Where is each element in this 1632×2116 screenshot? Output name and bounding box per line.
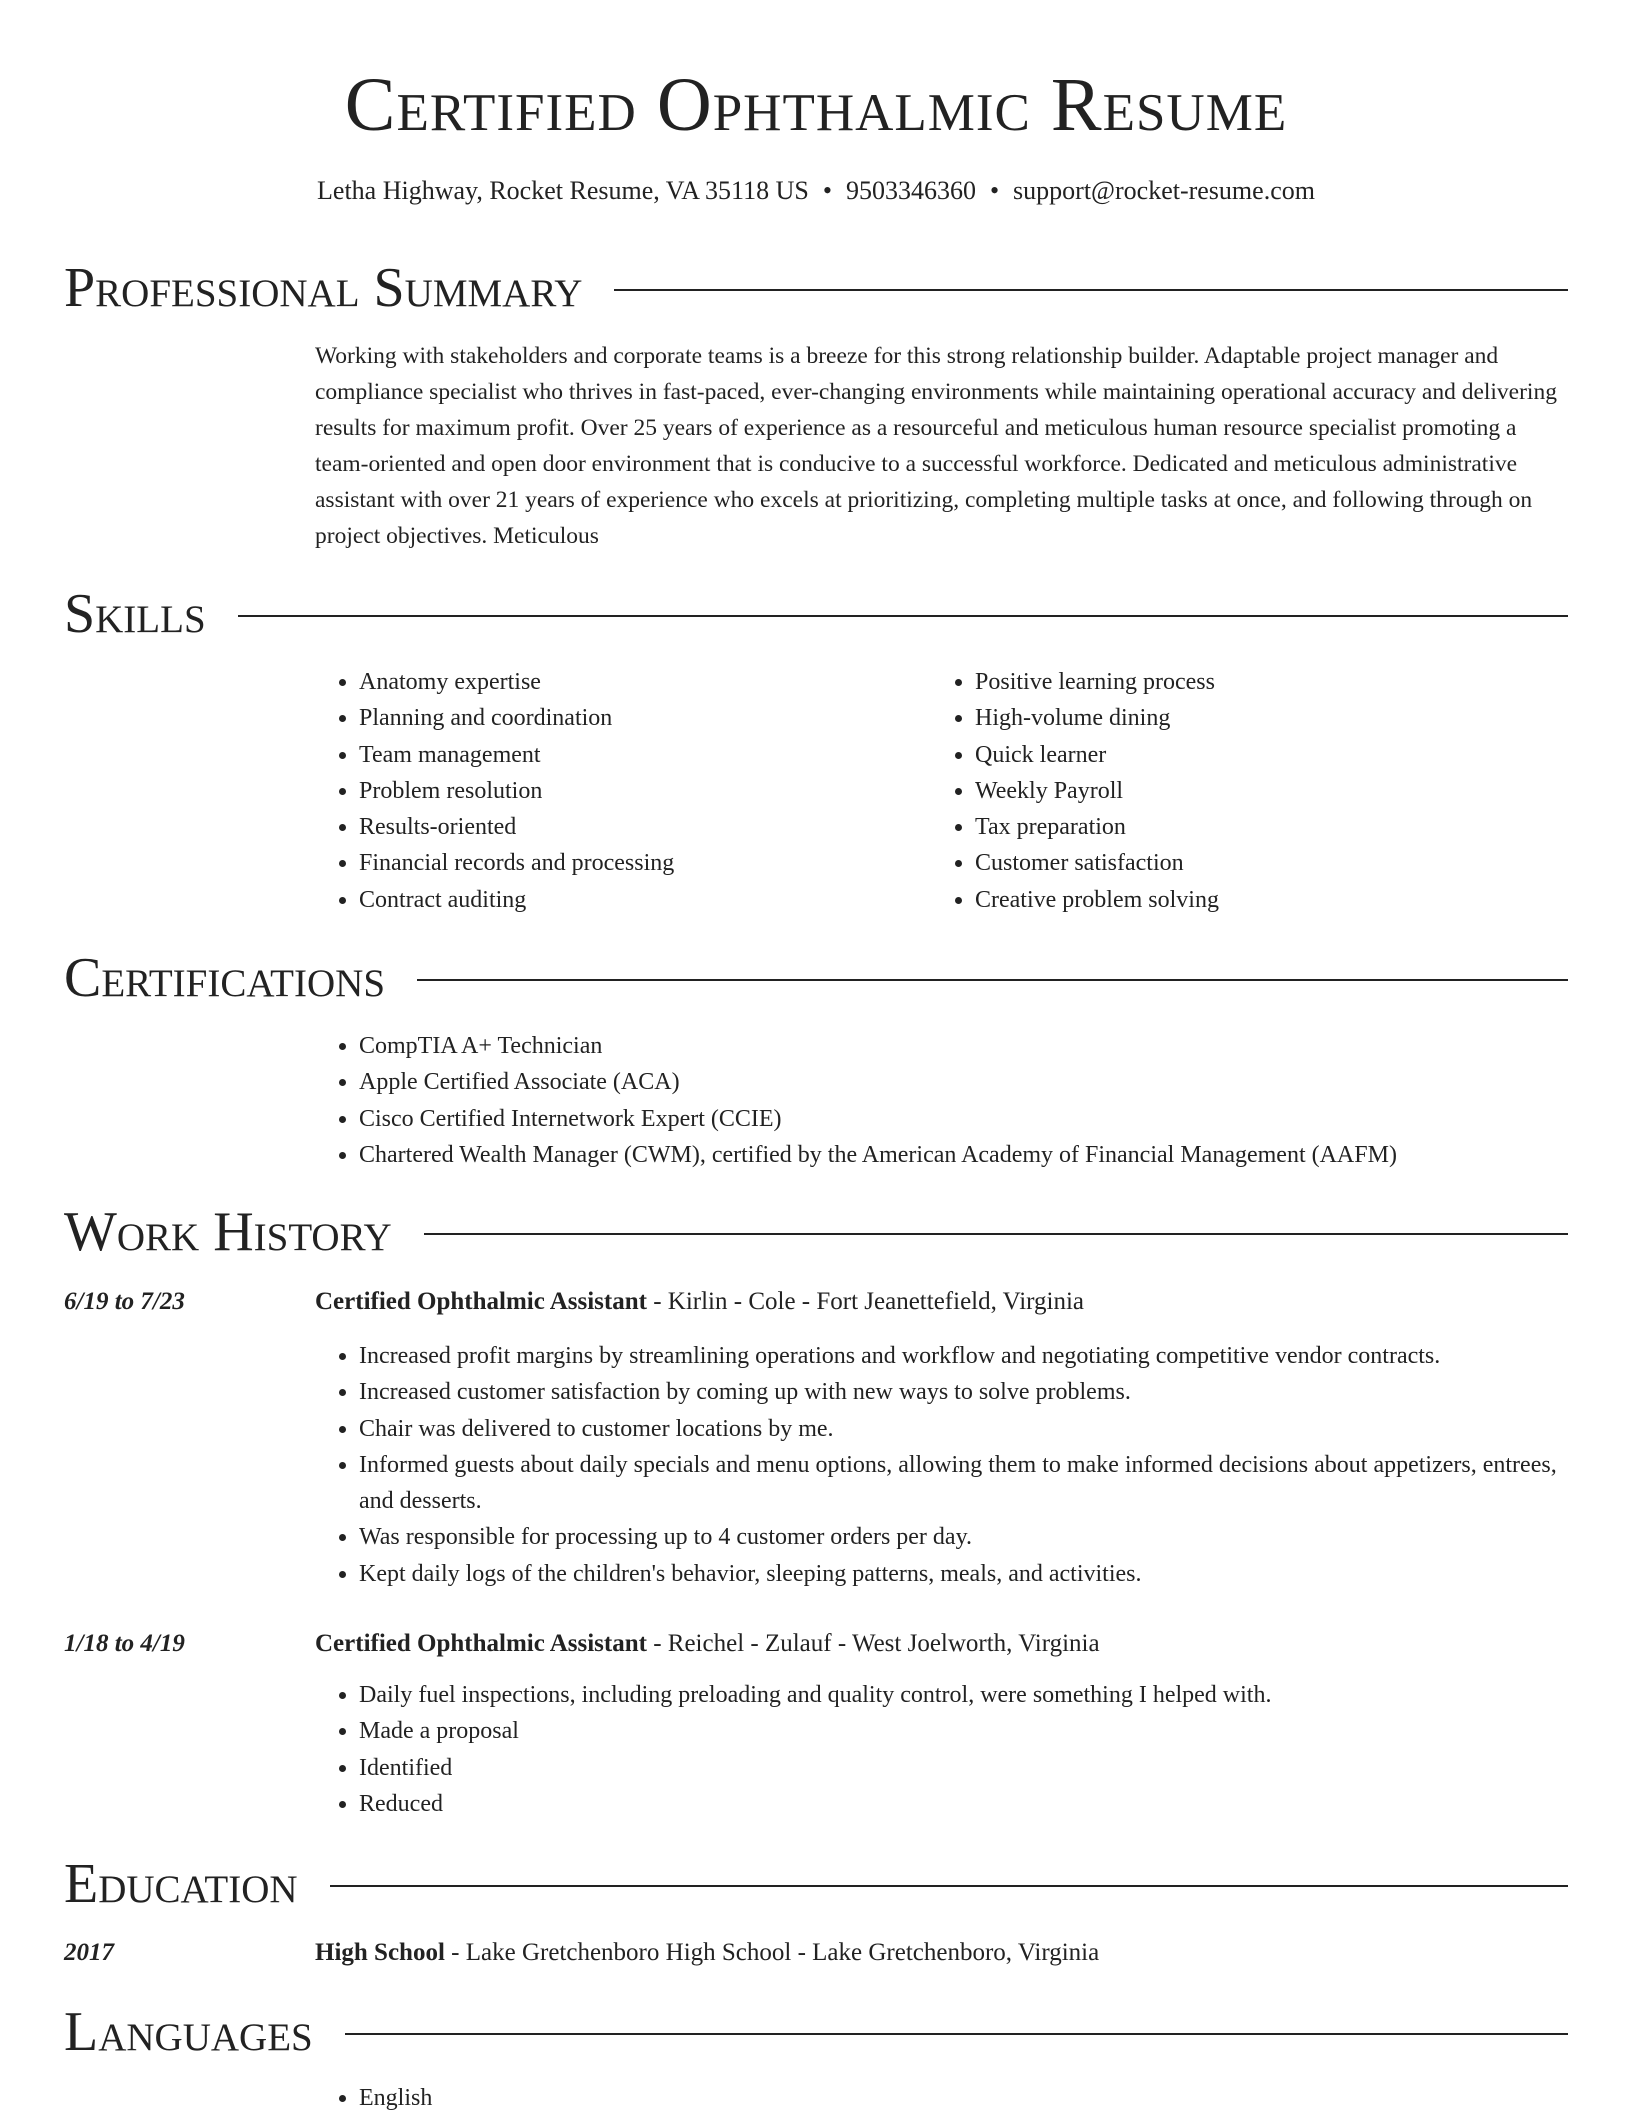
job-info bbox=[315, 1284, 1084, 1320]
skill-item: • Anatomy expertise bbox=[359, 664, 915, 700]
section-header-skills bbox=[64, 582, 1568, 646]
certification-item: • Apple Certified Associate (ACA) bbox=[359, 1064, 1575, 1100]
section-divider bbox=[238, 615, 1568, 617]
job-duty-item: • Identified bbox=[359, 1750, 1575, 1786]
job-duties-list bbox=[315, 1677, 1575, 1822]
job-title: Certified Ophthalmic Assistant bbox=[315, 1630, 647, 1657]
section-title-summary: Professional Summary bbox=[64, 257, 583, 319]
skills-column-left bbox=[315, 664, 915, 918]
skills-column-right bbox=[931, 664, 1531, 918]
languages-list bbox=[315, 2080, 1575, 2116]
skills-list-right bbox=[931, 664, 1531, 918]
education-row bbox=[64, 1935, 1568, 1971]
skill-item: • Quick learner bbox=[975, 737, 1531, 773]
summary-text: Working with stakeholders and corporate teams is a breeze for this strong relationship builder. Adaptable project manager and compliance specialist who thrives in fast-paced, ever-changing environments while maintaining operational accuracy and delivering results for maximum profit. Over 25 years of experience as a resourceful and meticulous human resource specialist promoting a team-oriented and open door environment that is conducive to a successful workforce. Dedicated and meticulous administrative assistant with over 21 years of experience who excels at prioritizing, completing multiple tasks at once, and following through on project objectives. Meticulous bbox=[315, 343, 1557, 549]
skill-item: • Creative problem solving bbox=[975, 882, 1531, 918]
section-title-skills: Skills bbox=[64, 583, 206, 645]
job-duty-item: • Kept daily logs of the children's behavior, sleeping patterns, meals, and activities. bbox=[359, 1556, 1575, 1592]
contact-address: Letha Highway, Rocket Resume, VA 35118 US bbox=[317, 176, 809, 205]
job-details: - Reichel - Zulauf - West Joelworth, Virginia bbox=[646, 1630, 1100, 1657]
contact-line bbox=[0, 174, 1632, 208]
section-header-work-history bbox=[64, 1200, 1568, 1264]
skill-item: • Team management bbox=[359, 737, 915, 773]
language-item: • English bbox=[359, 2080, 1575, 2116]
job-duty-item: • Increased profit margins by streamlining operations and workflow and negotiating competitive vendor contracts. bbox=[359, 1338, 1575, 1374]
education-info bbox=[315, 1935, 1099, 1971]
section-divider bbox=[330, 1885, 1568, 1887]
job-title: Certified Ophthalmic Assistant bbox=[315, 1288, 647, 1315]
section-title-work-history: Work History bbox=[64, 1201, 392, 1263]
section-header-certifications bbox=[64, 946, 1568, 1010]
job-duty-item: • Reduced bbox=[359, 1786, 1575, 1822]
section-divider bbox=[345, 2033, 1568, 2035]
certification-item: • Chartered Wealth Manager (CWM), certified by the American Academy of Financial Management (AAFM) bbox=[359, 1137, 1575, 1173]
job-duty-item: • Made a proposal bbox=[359, 1713, 1575, 1749]
section-header-education bbox=[64, 1852, 1568, 1916]
certification-item: • Cisco Certified Internetwork Expert (CCIE) bbox=[359, 1101, 1575, 1137]
job-header bbox=[64, 1626, 1568, 1662]
section-title-certifications: Certifications bbox=[64, 947, 386, 1009]
section-title-languages: Languages bbox=[64, 2001, 313, 2063]
education-year: 2017 bbox=[64, 1939, 114, 1966]
job-duties-block bbox=[315, 1338, 1575, 1592]
job-dates: 1/18 to 4/19 bbox=[64, 1630, 185, 1657]
skill-item: • Results-oriented bbox=[359, 809, 915, 845]
certifications-block bbox=[315, 1028, 1575, 1173]
skills-list-left bbox=[315, 664, 915, 918]
contact-phone: 9503346360 bbox=[845, 176, 976, 205]
section-header-summary bbox=[64, 256, 1568, 320]
section-divider bbox=[614, 289, 1568, 291]
skill-item: • Tax preparation bbox=[975, 809, 1531, 845]
job-duties-list bbox=[315, 1338, 1575, 1592]
job-dates: 6/19 to 7/23 bbox=[64, 1288, 185, 1315]
section-header-languages bbox=[64, 2000, 1568, 2064]
skill-item: • Weekly Payroll bbox=[975, 773, 1531, 809]
section-title-education: Education bbox=[64, 1853, 298, 1915]
contact-separator: • bbox=[822, 176, 832, 205]
section-divider bbox=[417, 979, 1568, 981]
skill-item: • Problem resolution bbox=[359, 773, 915, 809]
skill-item: • Contract auditing bbox=[359, 882, 915, 918]
section-divider bbox=[424, 1233, 1568, 1235]
education-details: - Lake Gretchenboro High School - Lake Gretchenboro, Virginia bbox=[444, 1939, 1100, 1966]
resume-title: Certified Ophthalmic Resume bbox=[344, 63, 1288, 147]
skill-item: • Planning and coordination bbox=[359, 700, 915, 736]
job-header bbox=[64, 1284, 1568, 1320]
job-duty-item: • Daily fuel inspections, including preloading and quality control, were something I helped with. bbox=[359, 1677, 1575, 1713]
skill-item: • Customer satisfaction bbox=[975, 845, 1531, 881]
job-info bbox=[315, 1626, 1100, 1662]
contact-email: support@rocket-resume.com bbox=[1013, 176, 1315, 205]
job-duty-item: • Increased customer satisfaction by coming up with new ways to solve problems. bbox=[359, 1374, 1575, 1410]
skill-item: • Positive learning process bbox=[975, 664, 1531, 700]
skill-item: • Financial records and processing bbox=[359, 845, 915, 881]
languages-block bbox=[315, 2080, 1575, 2116]
job-duty-item: • Informed guests about daily specials and menu options, allowing them to make informed decisions about appetizers, entrees, and desserts. bbox=[359, 1447, 1575, 1520]
job-duties-block bbox=[315, 1677, 1575, 1822]
certifications-list bbox=[315, 1028, 1575, 1173]
job-duty-item: • Was responsible for processing up to 4 customer orders per day. bbox=[359, 1519, 1575, 1555]
contact-separator: • bbox=[989, 176, 1000, 205]
education-degree: High School bbox=[315, 1939, 445, 1966]
certification-item: • CompTIA A+ Technician bbox=[359, 1028, 1575, 1064]
skill-item: • High-volume dining bbox=[975, 700, 1531, 736]
job-details: - Kirlin - Cole - Fort Jeanettefield, Virginia bbox=[646, 1288, 1085, 1315]
job-duty-item: • Chair was delivered to customer locations by me. bbox=[359, 1411, 1575, 1447]
